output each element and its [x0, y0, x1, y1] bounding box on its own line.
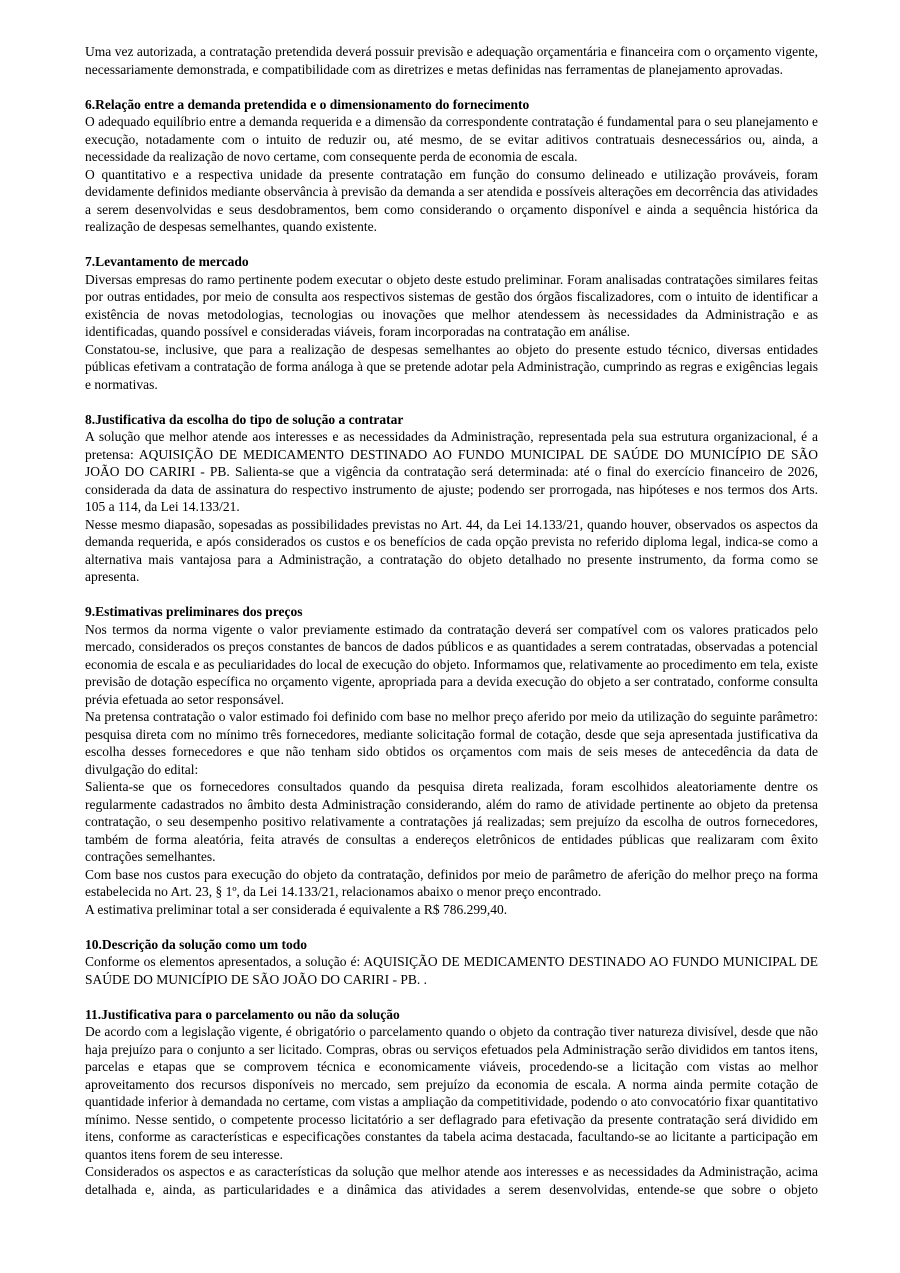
paragraph: O quantitativo e a respectiva unidade da presente contratação em função do consumo delineado e utilização prováveis, foram devidamente definidos mediante observância à previsão da demanda a ser atendida e possíveis alterações em decorrência das atividades a serem desenvolvidas e seus desdobramentos, bem como considerando o orçamento disponível e ainda a sequência histórica da realização de despesas semelhantes, quando existente. [85, 166, 818, 234]
section-6-heading: 6.Relação entre a demanda pretendida e o dimensionamento do fornecimento [85, 96, 530, 112]
paragraph: A solução que melhor atende aos interesses e as necessidades da Administração, representada pela sua estrutura organizacional, é a pretensa: AQUISIÇÃO DE MEDICAMENTO DESTINADO AO FUNDO MUNICIPAL DE SAÚDE DO MUNICÍPIO DE SÃO JOÃO DO CARIRI - PB. Salienta-se que a vigência da contratação será determinada: até o final do exercício financeiro de 2026, considerada da data de assinatura do respectivo instrumento de ajuste; podendo ser prorrogada, nas hipóteses e nos termos dos Arts. 105 a 114, da Lei 14.133/21. [85, 429, 818, 514]
section-9 [85, 603, 818, 918]
section-7-heading: 7.Levantamento de mercado [85, 254, 249, 269]
section-6 [85, 96, 818, 236]
section-10 [85, 936, 818, 989]
intro-paragraph: Uma vez autorizada, a contratação pretendida deverá possuir previsão e adequação orçamentária e financeira com o orçamento vigente, necessariamente demonstrada, e compatibilidade com as diretrizes e metas definidas nas ferramentas de planejamento aprovadas. [85, 44, 818, 77]
section-7 [85, 253, 818, 393]
paragraph: Nos termos da norma vigente o valor previamente estimado da contratação deverá ser compatível com os valores praticados pelo mercado, considerados os preços constantes de bancos de dados públicos e as quantidades a serem contratadas, observadas a potencial economia de escala e as peculiaridades do local de execução do objeto. Informamos que, relativamente ao procedimento em tela, existe previsão de dotação específica no orçamento vigente, apropriada para a devida execução do objeto a ser contratado, conforme consulta prévia efetuada ao setor responsável. [85, 621, 818, 707]
estimate-total-paragraph: A estimativa preliminar total a ser considerada é equivalente a R$ 786.299,40. [85, 901, 508, 917]
paragraph: Salienta-se que os fornecedores consultados quando da pesquisa direta realizada, foram escolhidos aleatoriamente dentre os regularmente cadastrados no âmbito desta Administração considerando, além do ramo de atividade pertinente ao objeto da pretensa contratação, o seu desempenho positivo relativamente a contratações já realizadas; sem prejuízo da escolha de outros fornecedores, também de forma aleatória, feita através de consultas a endereços eletrônicos de entidades públicas que realizaram com êxito contrações semelhantes. [85, 779, 818, 864]
section-11-heading: 11.Justificativa para o parcelamento ou não da solução [85, 1006, 400, 1022]
paragraph: Conforme os elementos apresentados, a solução é: AQUISIÇÃO DE MEDICAMENTO DESTINADO AO FUNDO MUNICIPAL DE SAÚDE DO MUNICÍPIO DE SÃO JOÃO DO CARIRI - PB. . [85, 954, 818, 987]
paragraph: Constatou-se, inclusive, que para a realização de despesas semelhantes ao objeto do presente estudo técnico, diversas entidades públicas efetivam a contratação de forma análoga à que se pretende adotar pela Administração, cumprindo as regras e exigências legais e normativas. [85, 341, 818, 392]
paragraph: Na pretensa contratação o valor estimado foi definido com base no melhor preço aferido por meio da utilização do seguinte parâmetro: pesquisa direta com no mínimo três fornecedores, mediante solicitação formal de cotação, desde que seja apresentada justificativa da escolha desses fornecedores e que não tenham sido obtidos os orçamentos com mais de seis meses de antecedência da data de divulgação do edital: [85, 709, 818, 777]
section-8-heading: 8.Justificativa da escolha do tipo de solução a contratar [85, 411, 404, 427]
section-10-heading: 10.Descrição da solução como um todo [85, 936, 307, 952]
section-8 [85, 411, 818, 586]
paragraph: De acordo com a legislação vigente, é obrigatório o parcelamento quando o objeto da contração tiver natureza divisível, desde que não haja prejuízo para o conjunto a ser licitado. Compras, obras ou serviços efetuados pela Administração serão divididos em tantos itens, parcelas e etapas que se comprovem técnica e economicamente viáveis, procedendo-se a licitação com vistas ao melhor aproveitamento dos recursos disponíveis no mercado, sem prejuízo da economia de escala. A norma ainda permite cotação de quantidade inferior à demandada no certame, com vistas a ampliação da competitividade, podendo o ato convocatório fixar quantitativo mínimo. Nesse sentido, o competente processo licitatório a ser deflagrado para efetivação da presente contratação será dividido em itens, conforme as características e especificações constantes da tabela acima destacada, facultando-se ao licitante a participação em quantos itens forem de seu interesse. [85, 1024, 818, 1162]
paragraph-page-break: Considerados os aspectos e as características da solução que melhor atende aos interesses e as necessidades da Administração, acima detalhada e, ainda, as particularidades e a dinâmica das atividades a serem desenvolvidas, entende-se que sobre o objeto [85, 1164, 818, 1197]
paragraph: Com base nos custos para execução do objeto da contratação, definidos por meio de parâmetro de aferição do melhor preço na forma estabelecida no Art. 23, § 1º, da Lei 14.133/21, relacionamos abaixo o menor preço encontrado. [85, 866, 818, 899]
section-11 [85, 1006, 818, 1199]
paragraph: Nesse mesmo diapasão, sopesadas as possibilidades previstas no Art. 44, da Lei 14.133/21, quando houver, observados os aspectos da demanda requerida, e após considerados os custos e os benefícios de cada opção prevista no referido diploma legal, indica-se como a alternativa mais vantajosa para a Administração, a contratação do objeto detalhado no presente instrumento, da forma como se apresenta. [85, 516, 818, 584]
paragraph: Diversas empresas do ramo pertinente podem executar o objeto deste estudo preliminar. Foram analisadas contratações similares feitas por outras entidades, por meio de consulta aos respectivos sistemas de gestão dos órgãos fiscalizadores, com o intuito de identificar a existência de novas metodologias, tecnologias ou inovações que melhor atendessem às necessidades da Administração e as identificadas, quando possível e consideradas viáveis, foram incorporadas na contratação em análise. [85, 271, 818, 339]
section-9-heading: 9.Estimativas preliminares dos preços [85, 604, 303, 619]
paragraph: O adequado equilíbrio entre a demanda requerida e a dimensão da correspondente contratação é fundamental para o seu planejamento e execução, notadamente com o intuito de reduzir ou, até mesmo, de se evitar aditivos contratuais desnecessários ou, ainda, a necessidade da realização de novo certame, com consequente perda de economia de escala. [85, 114, 818, 164]
